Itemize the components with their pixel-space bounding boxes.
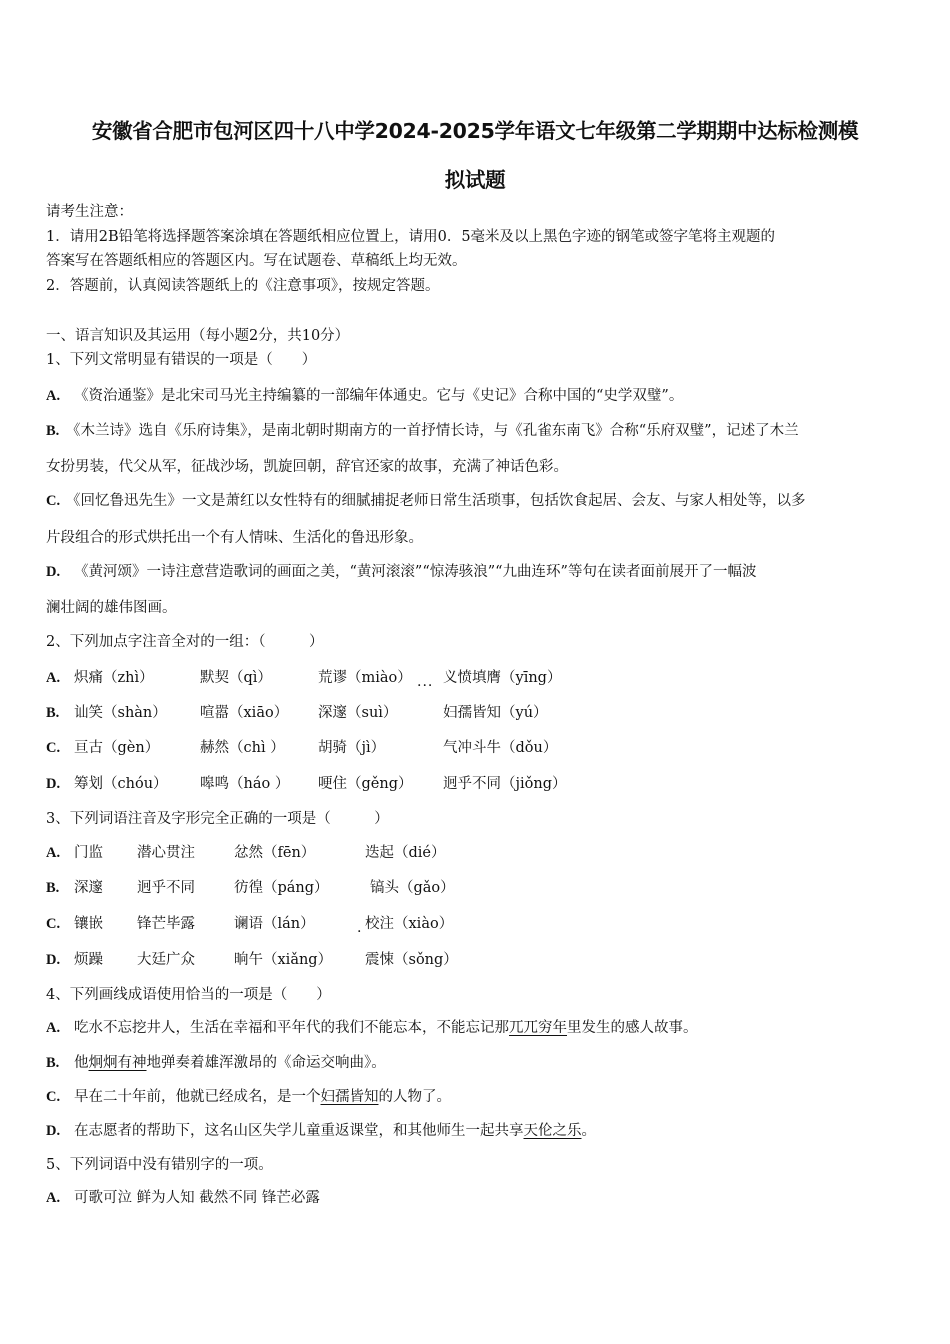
q5-stem: 5、下列词语中没有错别字的一项。 [46,1157,273,1173]
q3-b1: 深邃 [74,880,103,896]
q2-b2: 喧嚣（xiāo） [200,705,289,721]
q1-option-d-cont: 澜壮阔的雄伟图画。 [46,600,177,616]
q2-b1: 讪笑（shàn） [74,705,167,721]
q3-a3: 忿然（fēn） [234,845,316,861]
option-label: A. [46,670,61,686]
option-text: 《木兰诗》选自《乐府诗集》，是南北朝时期南方的一首抒情长诗，与《孔雀东南飞》合称“乐府双璧”，记述了木兰 [66,423,799,439]
option-label: A. [46,845,61,861]
underlined-idiom: 兀兀穷年 [509,1020,567,1036]
notice-item2: 2．答题前，认真阅读答题纸上的《注意事项》，按规定答题。 [46,278,440,294]
underlined-idiom: 炯炯有神 [88,1055,147,1071]
q3-c1: 镶嵌 [74,916,103,932]
q2-c3: 胡骑（jì） [318,740,386,756]
q2-stem: 2、下列加点字注音全对的一组：（ ） [46,634,324,650]
q1-option-c [46,491,806,511]
q2-d4: 迥乎不同（jiǒng） [443,776,567,792]
q3-d4: 震悚（sǒng） [365,952,458,968]
option-label: C. [46,1089,61,1105]
q4-option-d [46,1121,596,1141]
q3-d2: 大廷广众 [137,952,195,968]
q1-option-a [46,386,683,406]
q2-a2: 默契（qì） [200,670,272,686]
q1-option-c-cont: 片段组合的形式烘托出一个有人情味、生活化的鲁迅形象。 [46,530,423,546]
option-text: 里发生的感人故事。 [567,1020,698,1036]
option-text: 《资治通鉴》是北宋司马光主持编纂的一部编年体通史。它与《史记》合称中国的“史学双璧”。 [74,388,684,404]
option-text: 地弹奏着雄浑激昂的《命运交响曲》。 [146,1055,386,1071]
q3-a2: 潜心贯注 [137,845,195,861]
emphasis-dots: ... [417,674,434,690]
q5-option-a [46,1188,320,1208]
q2-c1: 亘古（gèn） [74,740,160,756]
option-label: B. [46,880,60,896]
q3-d3: 晌午（xiǎng） [234,952,333,968]
q2-c4: 气冲斗牛（dǒu） [443,740,558,756]
option-label: C. [46,493,61,509]
q1-option-b [46,421,799,441]
q2-d1: 筹划（chóu） [74,776,168,792]
q3-a4: 迭起（dié） [365,845,446,861]
q2-a3: 荒谬（miào） [318,670,412,686]
option-text: 《回忆鲁迅先生》一文是萧红以女性特有的细腻捕捉老师日常生活琐事，包括饮食起居、会友、与家人相处等，以多 [66,493,806,509]
option-text: 的人物了。 [378,1089,451,1105]
option-text: 他 [74,1055,89,1071]
option-label: D. [46,952,61,968]
q4-option-b [46,1053,386,1073]
section-heading: 一、语言知识及其运用（每小题2分，共10分） [46,328,350,344]
underlined-idiom: 天伦之乐 [523,1123,582,1139]
q3-stem: 3、下列词语注音及字形完全正确的一项是（ ） [46,811,389,827]
notice-item1b: 答案写在答题纸相应的答题区内。写在试题卷、草稿纸上均无效。 [46,253,467,269]
q1-stem: 1、下列文常明显有错误的一项是（ ） [46,352,317,368]
q2-d3: 哽住（gěng） [318,776,413,792]
page-title-line1: 安徽省合肥市包河区四十八中学2024-2025学年语文七年级第二学期期中达标检测模 [91,119,859,143]
q4-option-a [46,1018,698,1038]
option-text: 在志愿者的帮助下，这名山区失学儿童重返课堂，和其他师生一起共享 [74,1123,524,1139]
q3-a1: 门监 [74,845,103,861]
q2-c2: 赫然（chì ） [200,740,285,756]
option-label: D. [46,1123,61,1139]
q3-c3: 谰语（lán） [234,916,315,932]
q4-stem: 4、下列画线成语使用恰当的一项是（ ） [46,987,331,1003]
option-label: A. [46,1190,61,1206]
q2-b3: 深邃（suì） [318,705,398,721]
q3-b3: 彷徨（páng） [234,880,329,896]
q3-d1: 烦躁 [74,952,103,968]
option-label: B. [46,705,60,721]
option-text: 吃水不忘挖井人，生活在幸福和平年代的我们不能忘本，不能忘记那 [74,1020,509,1036]
notice-heading: 请考生注意： [46,204,133,220]
notice-item1a: 1．请用2B铅笔将选择题答案涂填在答题纸相应位置上，请用0．5毫米及以上黑色字迹的钢笔或签字笔将主观题的 [46,229,776,245]
underlined-idiom: 妇孺皆知 [320,1089,379,1105]
option-text: 《黄河颂》一诗注意营造歌词的画面之美，“黄河滚滚”“惊涛骇浪”“九曲连环”等句在读者面前展开了一幅波 [74,564,757,580]
q1-option-d [46,562,756,582]
emphasis-dot: . [357,920,363,936]
q1-option-b-cont: 女扮男装，代父从军，征战沙场，凯旋回朝，辞官还家的故事，充满了神话色彩。 [46,459,568,475]
q3-c2: 锋芒毕露 [137,916,195,932]
option-label: C. [46,740,61,756]
q3-c4: 校注（xiào） [365,916,454,932]
q2-a1: 炽痛（zhì） [74,670,154,686]
q4-option-c [46,1087,451,1107]
q2-d2: 嗥鸣（háo ） [200,776,290,792]
q3-b4: 镐头（gǎo） [370,880,455,896]
q3-b2: 迥乎不同 [137,880,195,896]
q2-b4: 妇孺皆知（yú） [443,705,548,721]
option-label: A. [46,388,61,404]
option-label: B. [46,423,60,439]
option-label: D. [46,776,61,792]
option-label: D. [46,564,61,580]
option-label: B. [46,1055,60,1071]
option-label: A. [46,1020,61,1036]
q2-a4: 义愤填膺（yīng） [443,670,562,686]
option-text: 可歌可泣 鲜为人知 截然不同 锋芒必露 [74,1190,320,1206]
option-text: 。 [581,1123,596,1139]
option-label: C. [46,916,61,932]
option-text: 早在二十年前，他就已经成名，是一个 [74,1089,321,1105]
page-title-line2: 拟试题 [444,168,506,192]
